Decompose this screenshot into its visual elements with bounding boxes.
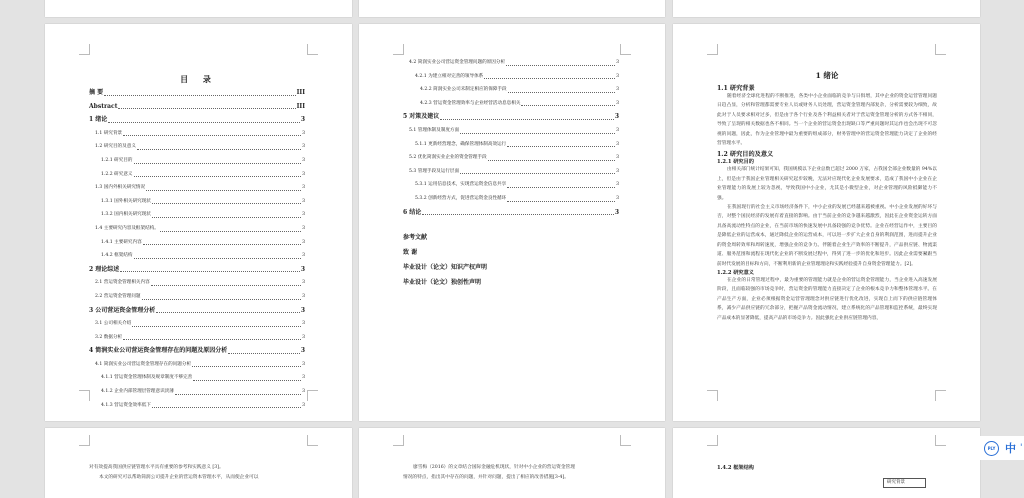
- toc-entry-title: 5 对策及建议: [403, 113, 440, 121]
- toc-leader-dots: [132, 325, 301, 327]
- toc-entry-title: 1.4.2 框架结构: [101, 253, 133, 259]
- toc-entry[interactable]: 毕业设计（论文）知识产权声明: [403, 264, 488, 271]
- toc-leader-dots: [160, 230, 301, 232]
- toc-entry-page: 3: [302, 171, 305, 177]
- toc-entry-title: 5.1.1 更新经营理念，确保管理体制高效运行: [415, 141, 507, 147]
- toc-entry-page: 3: [302, 130, 305, 136]
- margin-mark: [307, 44, 318, 55]
- toc-leader-dots: [460, 132, 615, 134]
- toc-entry-title: 3 公司营运资金管理分析: [89, 306, 156, 314]
- toc-entry-title: 3.1 公司相关介绍: [95, 321, 132, 327]
- document-page-top-2: [359, 0, 665, 17]
- toc-leader-dots: [142, 298, 302, 300]
- toc-entry-title: 1.3.1 国外相关研究现状: [101, 198, 151, 204]
- toc-entry-page: 3: [302, 198, 305, 204]
- document-page-top-3: [673, 0, 980, 17]
- toc-entry-page: 3: [302, 157, 305, 163]
- toc-leader-dots: [123, 134, 301, 136]
- toc-leader-dots: [151, 284, 301, 286]
- toc-entry[interactable]: [89, 331, 305, 345]
- toc-page-1: [45, 24, 352, 421]
- toc-leader-dots: [507, 145, 615, 147]
- toc-leader-dots: [108, 121, 300, 123]
- toc-leader-dots: [422, 213, 614, 215]
- margin-mark: [79, 435, 90, 446]
- toc-entry[interactable]: [403, 83, 619, 97]
- toc-entry[interactable]: [89, 113, 305, 127]
- toc-entry-page: 3: [300, 116, 305, 124]
- toc-entry-title: 5.2 优化简润实业企业的资金管理手段: [409, 155, 487, 161]
- toc-entry[interactable]: [403, 138, 619, 152]
- margin-mark: [935, 390, 946, 401]
- toc-leader-dots: [193, 379, 301, 381]
- document-page-bottom-2: [359, 428, 665, 498]
- document-page-bottom-1: [45, 428, 352, 498]
- toc-entry[interactable]: [89, 263, 305, 277]
- toc-entry[interactable]: [89, 371, 305, 385]
- toc-leader-dots: [175, 393, 301, 395]
- toc-entry-page: 3: [302, 321, 305, 327]
- document-page-bottom-3: [673, 428, 980, 498]
- toc-entry-page: 3: [300, 306, 305, 314]
- toc-list-continued: [403, 56, 619, 219]
- toc-entry-title: 4.2.2 简润实业公司未制定相应的保障手段: [420, 87, 507, 93]
- chapter-title: 1 绪论: [815, 71, 839, 80]
- toc-leader-dots: [460, 172, 615, 174]
- toc-entry-page: 3: [300, 347, 305, 355]
- toc-entry[interactable]: [89, 154, 305, 168]
- toc-entry-page: III: [296, 89, 305, 96]
- toc-entry-title: 1.2.2 研究意义: [101, 171, 133, 177]
- toc-entry-page: III: [296, 102, 305, 110]
- toc-leader-dots: [506, 64, 615, 66]
- toc-entry-title: 6 结论: [403, 208, 422, 216]
- toc-entry[interactable]: [89, 399, 305, 413]
- document-page-top-1: [45, 0, 352, 17]
- toc-leader-dots: [104, 94, 295, 96]
- toc-leader-dots: [143, 243, 301, 245]
- toc-entry-title: 4.2 简润实业公司营运资金管理问题的原因分析: [409, 60, 506, 65]
- toc-entry-title: 1.1 研究背景: [95, 130, 123, 136]
- toc-entry[interactable]: 致 谢: [403, 249, 418, 256]
- toc-entry[interactable]: [89, 181, 305, 195]
- toc-leader-dots: [134, 162, 302, 164]
- margin-mark: [393, 44, 404, 55]
- toc-entry-title: 5.3.1 运用信息技术，实现营运资金信息共享: [415, 182, 507, 188]
- toc-entry-title: 5.1 管理体制及制度方面: [409, 127, 460, 133]
- toc-entry-title: 1.2 研究目的及意义: [95, 144, 136, 150]
- toc-entry-title: 4.1.2 企业内部管理层管理意识淡薄: [101, 389, 174, 395]
- toc-entry-title: 摘 要: [89, 89, 104, 96]
- toc-entry[interactable]: [89, 195, 305, 209]
- toc-entry-title: 4 简润实业公司营运资金管理存在的问题及原因分析: [89, 347, 228, 355]
- toc-entry-title: 1.3.2 国内相关研究现状: [101, 212, 151, 218]
- toc-entry[interactable]: [403, 206, 619, 220]
- toc-leader-dots: [192, 365, 301, 367]
- paragraph: 廖雪梅（2016）的文章结合国际金融危机现状，针对中小企业的营运资金管理: [413, 465, 575, 470]
- toc-leader-dots: [152, 216, 301, 218]
- toc-entry-title: 4.2.1 为建立相对完善的领导体系: [415, 73, 484, 79]
- toc-entry-page: 3: [616, 141, 619, 147]
- toc-entry[interactable]: 毕业设计（论文）独创性声明: [403, 279, 482, 286]
- toc-entry-page: 3: [302, 144, 305, 150]
- toc-entry[interactable]: [89, 100, 305, 114]
- toc-entry-page: 3: [616, 87, 619, 93]
- toc-entry-title: 4.1.3 营运资金效率低下: [101, 402, 151, 408]
- toc-leader-dots: [120, 270, 300, 272]
- subsection-heading: 1.2.1 研究目的: [717, 159, 754, 166]
- toc-entry-title: 1.3 国内外相关研究情况: [95, 185, 146, 191]
- toc-entry[interactable]: [89, 290, 305, 304]
- toc-entry[interactable]: [403, 70, 619, 84]
- toc-entry-title: 1.4.1 主要研究内容: [101, 239, 142, 245]
- toc-entry-page: 3: [302, 225, 305, 231]
- toc-entry[interactable]: [403, 97, 619, 111]
- toc-entry[interactable]: [403, 165, 619, 179]
- toc-entry[interactable]: [89, 222, 305, 236]
- toc-entry-page: 3: [302, 402, 305, 408]
- margin-mark: [307, 390, 318, 401]
- section-heading: 1.2 研究目的及意义: [717, 151, 774, 159]
- toc-entry-title: 4.2.3 营运资金管理效率与企业经营活动息息相关: [420, 100, 521, 106]
- toc-entry-page: 3: [616, 195, 619, 201]
- toc-entry-title: 2 理论综述: [89, 265, 120, 273]
- toc-leader-dots: [508, 91, 615, 93]
- toc-entry-title: 1.4 主要研究内容及框架结构。: [95, 225, 159, 231]
- toc-entry-page: 3: [616, 155, 619, 161]
- toc-entry-title: 4.1 简润实业公司营运资金管理存在的问题分析: [95, 361, 192, 367]
- toc-leader-dots: [507, 186, 615, 188]
- subsection-heading: 1.2.2 研究意义: [717, 269, 754, 276]
- margin-mark: [393, 435, 404, 446]
- toc-leader-dots: [521, 104, 615, 106]
- toc-entry-page: 3: [302, 389, 305, 395]
- toc-page-2: [359, 24, 665, 421]
- toc-entry-page: 3: [302, 280, 305, 286]
- toc-entry-page: 3: [614, 208, 619, 216]
- toc-leader-dots: [156, 311, 300, 313]
- ime-language-toggle[interactable]: 中: [1005, 442, 1016, 455]
- toc-entry[interactable]: [403, 124, 619, 138]
- toc-leader-dots: [152, 202, 301, 204]
- toc-entry-page: 3: [302, 212, 305, 218]
- diagram-box: 研究背景: [883, 478, 926, 488]
- toc-entry[interactable]: [89, 168, 305, 182]
- toc-entry-page: 3: [302, 185, 305, 191]
- margin-mark: [935, 44, 946, 55]
- toc-entry-page: 3: [616, 168, 619, 174]
- toc-entry[interactable]: [89, 358, 305, 372]
- toc-entry-title: 2.2 营运资金管理问题: [95, 293, 141, 299]
- toc-entry-title: 5.3 管理手段及运行层面: [409, 168, 460, 174]
- toc-entry[interactable]: 参考文献: [403, 234, 428, 241]
- ime-logo-icon[interactable]: PLY: [984, 441, 999, 456]
- toc-title: 目 录: [180, 74, 217, 84]
- paragraph: 对有效提高我国供应链管理水平具有重要的参考和实践意义 [3]。: [89, 465, 224, 470]
- toc-entry-page: 3: [302, 239, 305, 245]
- toc-leader-dots: [134, 257, 302, 259]
- margin-mark: [707, 435, 718, 446]
- toc-entry-page: 3: [300, 265, 305, 273]
- toc-entry-page: 3: [616, 73, 619, 79]
- toc-entry[interactable]: [403, 151, 619, 165]
- toc-entry[interactable]: [89, 140, 305, 154]
- toc-back-matter: [403, 230, 619, 290]
- toc-entry-page: 3: [616, 127, 619, 133]
- toc-entry-page: 3: [302, 334, 305, 340]
- toc-entry-page: 3: [614, 113, 619, 121]
- toc-entry-title: 1.2.1 研究目的: [101, 157, 133, 163]
- toc-entry[interactable]: [403, 192, 619, 206]
- toc-leader-dots: [123, 338, 301, 340]
- toc-leader-dots: [484, 77, 615, 79]
- toc-leader-dots: [146, 189, 301, 191]
- toc-entry-page: 3: [616, 100, 619, 106]
- toc-entry-page: 3: [616, 182, 619, 188]
- toc-entry[interactable]: [89, 236, 305, 250]
- toc-leader-dots: [152, 406, 301, 408]
- toc-entry[interactable]: [89, 86, 305, 100]
- paragraph: 在企业的日常管理过程中，最为重要的管理能力就是企业的营运资金管理能力，当企业进入高速发展阶段，且面临较强的市场竞争时，营运资金的管理能力直接决定了企业的根本竞争力和整体管理水平。在产品生产方面，企业必须根据资金运营管理理念对供应链进行优化改进，实现自上而下的供应链管理体系，减少产品供应链的冗余部分，把握产品资金流动情况，建立系统化的产品管理和监控系统，最终实现产品成本的显著降低，提高产品的市场竞争力。因此强化企业供应链管理内容，: [717, 277, 937, 321]
- ime-toolbar[interactable]: [979, 436, 1024, 460]
- toc-entry-title: Abstract: [89, 102, 118, 110]
- toc-entry-page: 3: [616, 60, 619, 65]
- toc-entry[interactable]: [89, 304, 305, 318]
- paragraph: 随着经济全球化进程的不断推进，各类中小企业面临的竞争与日俱增，其中企业的资金运营管理问题日趋凸显，分析和管理都需要专业人员或财务人员处理，营运资金管理内部复杂，分析需要较为细致，故此对于人员要求相对过多，但是由于各个行业及各个利益相关者对于营运资金管理分析的方式各不相同，导致了呈现的相关数据也各不相同。当一个企业的营运资金出现缺口等严重问题时其运作也会出现不可忽视的问题，因此，作为企业管理中最为重要的组成部分，财务管理中的营运资金管理能力决定了企业的经营管理水平。: [717, 94, 937, 147]
- paragraph: 情况的特点，指出其中存在的问题，并针对问题，提出了相应的改善措施[3-4]。: [403, 475, 569, 480]
- toc-entry[interactable]: [89, 249, 305, 263]
- toc-entry-title: 2.1 营运资金管理相关内容: [95, 280, 150, 286]
- margin-mark: [935, 435, 946, 446]
- toc-entry[interactable]: [89, 276, 305, 290]
- toc-leader-dots: [488, 159, 615, 161]
- chapter-page: [673, 24, 980, 421]
- toc-entry-title: 5.3.2 创新经营方式，促进营运资金良性循环: [415, 195, 507, 201]
- section-heading: 1.1 研究背景: [717, 85, 755, 92]
- toc-leader-dots: [507, 200, 615, 202]
- toc-leader-dots: [134, 175, 302, 177]
- ime-punctuation-toggle[interactable]: ': [1020, 443, 1023, 453]
- paragraph: 在我国现行的社会主义市场经济条件下，中小企业的发展已经越来越被重视。中小企业发展的好坏与否，对整个国民经济的发展有着直接的影响。由于当前企业的竞争越来越激烈，因此在企业资金运转方面具备高流动性特点的企业，在当前市场的快速发展中具备较强的竞争优势。企业在经营运作中，主要目的是降低企业的运营成本，通过降低企业的运营成本，可以进一步扩大企业自身的利润范围，进而提升企业的资金周转效率和周转速度，增强企业的竞争力。伴随着企业生产效率的不断提升，产品供应链、物流渠道、服务范围和流程在现代化企业的不断发展过程中，得到了进一步的优化和进步。因此企业需要紧跟当前时代发展的目标和方向，不断利用新的企业管理理论和实践经验提升自身资金管理能力。[2]。: [717, 205, 937, 267]
- toc-entry-page: 3: [302, 293, 305, 299]
- toc-entry[interactable]: [89, 344, 305, 358]
- margin-mark: [307, 435, 318, 446]
- toc-entry-title: 3.2 数据分析: [95, 334, 123, 340]
- margin-mark: [620, 435, 631, 446]
- subsection-heading: 1.4.2 框架结构: [717, 465, 754, 471]
- toc-entry[interactable]: [403, 178, 619, 192]
- margin-mark: [79, 44, 90, 55]
- toc-entry-title: 4.1.1 营运资金管理体制及规章制度不够完善: [101, 375, 193, 381]
- toc-leader-dots: [118, 107, 295, 109]
- toc-entry-page: 3: [302, 253, 305, 259]
- toc-entry-page: 3: [302, 375, 305, 381]
- margin-mark: [707, 44, 718, 55]
- toc-entry[interactable]: [89, 385, 305, 399]
- toc-leader-dots: [228, 352, 300, 354]
- paragraph: 本文的研究可以帮助简润公司提升企业的营运资本管理水平，从而使企业可以: [99, 475, 259, 480]
- margin-mark: [707, 390, 718, 401]
- toc-leader-dots: [137, 148, 301, 150]
- toc-entry[interactable]: [89, 208, 305, 222]
- toc-list: [89, 86, 305, 412]
- toc-entry[interactable]: [89, 317, 305, 331]
- toc-entry[interactable]: [89, 127, 305, 141]
- toc-entry[interactable]: [403, 56, 619, 70]
- toc-entry-page: 3: [302, 361, 305, 367]
- toc-entry[interactable]: [403, 110, 619, 124]
- toc-leader-dots: [440, 118, 614, 120]
- toc-entry-title: 1 绪论: [89, 116, 108, 124]
- margin-mark: [620, 44, 631, 55]
- paragraph: 由相关部门统计结果可知，我国规模以下企业总数已超过 2000 万家，占我国全部企业数量的 94%以上，但是由于我国企业管理相关研究起步较晚，无法对应现代化企业发展要求，造成了我国中小企业在企业管理能力的发展上较为忽视，导致我国中小企业，尤其是小微型企业，对企业管理的风险抵御能力不强。: [717, 167, 937, 201]
